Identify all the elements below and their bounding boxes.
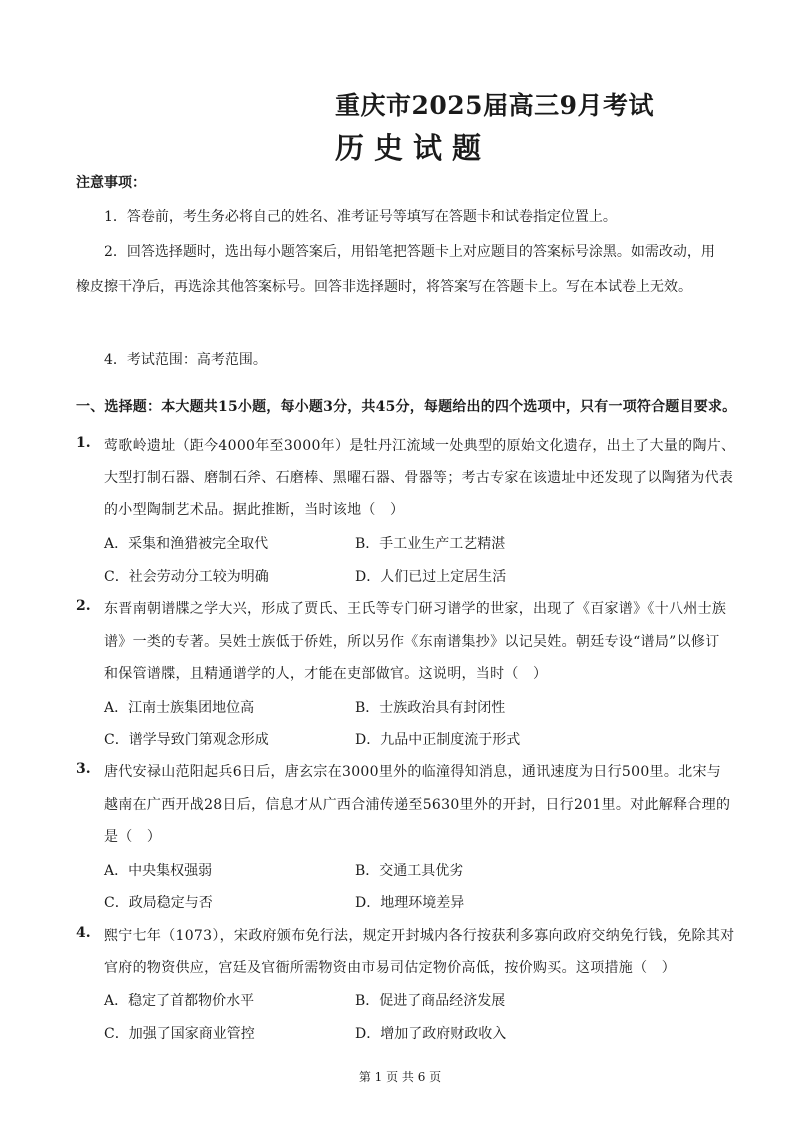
option-c: C．政局稳定与否 <box>104 895 213 911</box>
question-stem-line: 和保管谱牒，且精通谱学的人，才能在吏部做官。这说明，当时（ ） <box>104 666 548 682</box>
question-stem-line: 谱》一类的专著。吴姓士族低于侨姓，所以另作《东南谱集抄》以记吴姓。朝廷专设“谱局”以修订 <box>104 634 720 650</box>
option-b: B．士族政治具有封闭性 <box>355 700 506 716</box>
option-c: C．加强了国家商业管控 <box>104 1026 255 1042</box>
question-number: 3. <box>76 761 91 777</box>
option-a: A．中央集权强弱 <box>104 863 213 879</box>
page-footer: 第 1 页 共 6 页 <box>358 1070 442 1084</box>
option-b: B．手工业生产工艺精湛 <box>355 536 506 552</box>
option-d: D．人们已过上定居生活 <box>355 569 507 585</box>
exam-title: 重庆市2025届高三9月考试 <box>335 91 654 120</box>
option-d: D．增加了政府财政收入 <box>355 1026 507 1042</box>
question-number: 1. <box>76 435 91 451</box>
question-stem-line: 是（ ） <box>104 829 162 845</box>
option-a: A．稳定了首都物价水平 <box>104 993 255 1009</box>
option-b: B．促进了商品经济发展 <box>355 993 506 1009</box>
notice-item-continued: 橡皮擦干净后，再选涂其他答案标号。回答非选择题时，将答案写在答题卡上。写在本试卷上无效。 <box>76 279 692 295</box>
option-d: D．地理环境差异 <box>355 895 465 911</box>
option-a: A．采集和渔猎被完全取代 <box>104 536 269 552</box>
question-number: 2. <box>76 598 91 614</box>
question-stem-line: 官府的物资供应，宫廷及官衙所需物资由市易司估定物价高低，按价购买。这项措施（ ） <box>104 960 676 976</box>
question-stem-line: 东晋南朝谱牒之学大兴，形成了贾氏、王氏等专门研习谱学的世家，出现了《百家谱》《十八州士族 <box>104 601 727 617</box>
question-stem-line: 越南在广西开战28日后，信息才从广西合浦传递至5630里外的开封，日行201里。对此解释合理的 <box>104 797 731 813</box>
option-c: C．社会劳动分工较为明确 <box>104 569 269 585</box>
section-heading: 一、选择题：本大题共15小题，每小题3分，共45分，每题给出的四个选项中，只有一项符合题目要求。 <box>76 399 737 415</box>
option-b: B．交通工具优劣 <box>355 863 464 879</box>
exam-subject-title: 历史试题 <box>335 131 492 165</box>
question-stem-line: 的小型陶制艺术品。据此推断，当时该地（ ） <box>104 502 405 518</box>
question-stem-line: 熙宁七年（1073），宋政府颁布免行法，规定开封城内各行按获利多寡向政府交纳免行钱，免除其对 <box>104 928 735 944</box>
notice-heading: 注意事项： <box>76 175 146 191</box>
notice-item: 1．答卷前，考生务必将自己的姓名、准考证号等填写在答题卡和试卷指定位置上。 <box>104 209 617 225</box>
option-a: A．江南士族集团地位高 <box>104 700 255 716</box>
question-stem-line: 莺歌岭遗址（距今4000年至3000年）是牡丹江流域一处典型的原始文化遗存，出土了大量的陶片、 <box>104 438 736 454</box>
option-c: C．谱学导致门第观念形成 <box>104 732 269 748</box>
question-stem-line: 大型打制石器、磨制石斧、石磨棒、黑曜石器、骨器等；考古专家在该遗址中还发现了以陶猪为代表 <box>104 470 734 486</box>
notice-item: 4．考试范围：高考范围。 <box>104 352 267 368</box>
question-stem-line: 唐代安禄山范阳起兵6日后，唐玄宗在3000里外的临潼得知消息，通讯速度为日行500里。北宋与 <box>104 764 722 780</box>
question-number: 4. <box>76 925 91 941</box>
notice-item: 2．回答选择题时，选出每小题答案后，用铅笔把答题卡上对应题目的答案标号涂黑。如需改动，用 <box>104 244 715 260</box>
option-d: D．九品中正制度流于形式 <box>355 732 521 748</box>
